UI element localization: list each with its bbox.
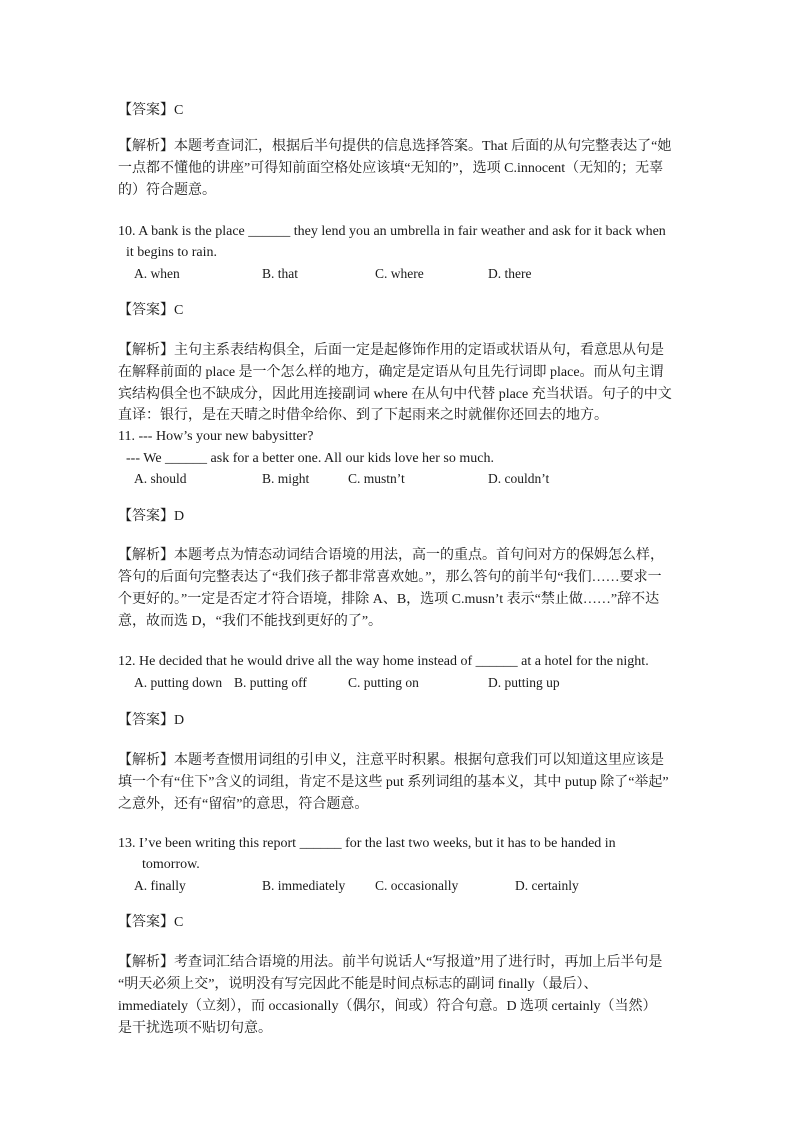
- question-10-stem-line-2: it begins to rain.: [126, 245, 217, 260]
- question-12-option-d: D. putting up: [488, 675, 560, 690]
- explanation-10-line-4: 直译：银行，是在天晴之时借伞给你、到了下起雨来之时就催你还回去的地方。: [118, 408, 608, 423]
- explanation-13-line-3: immediately（立刻），而 occasionally（偶尔，间或）符合句意。D 选项 certainly（当然）: [118, 999, 657, 1014]
- question-11-option-b: B. might: [262, 471, 310, 486]
- explanation-12-line-2: 填一个有“住下”含义的词组，肯定不是这些 put 系列词组的基本义，其中 putup 除了“举起”: [118, 775, 669, 790]
- question-11-stem-line-1: 11. --- How’s your new babysitter?: [118, 429, 314, 444]
- explanation-11-line-2: 答句的后面句完整表达了“我们孩子都非常喜欢她。”，那么答句的前半句“我们……要求一: [118, 570, 662, 585]
- question-10-stem-line-1: 10. A bank is the place ______ they lend you an umbrella in fair weather and ask for it back when: [118, 224, 666, 239]
- question-13-option-d: D. certainly: [515, 878, 579, 893]
- question-11-option-a: A. should: [134, 471, 187, 486]
- question-11-stem-line-2: --- We ______ ask for a better one. All our kids love her so much.: [126, 451, 494, 466]
- explanation-10-line-2: 在解释前面的 place 是一个怎么样的地方，确定是定语从句且先行词即 place。而从句主谓: [118, 365, 664, 380]
- question-10-option-b: B. that: [262, 266, 298, 281]
- answer-9: 【答案】C: [118, 103, 184, 118]
- answer-11: 【答案】D: [118, 509, 185, 524]
- explanation-12-line-3: 之意外，还有“留宿”的意思，符合题意。: [118, 797, 369, 812]
- question-10-option-d: D. there: [488, 266, 532, 281]
- question-10-option-c: C. where: [375, 266, 424, 281]
- answer-12: 【答案】D: [118, 713, 185, 728]
- question-13-option-b: B. immediately: [262, 878, 346, 893]
- question-12-option-b: B. putting off: [234, 675, 307, 690]
- explanation-9-line-1: 【解析】本题考查词汇，根据后半句提供的信息选择答案。That 后面的从句完整表达了“她: [118, 139, 672, 154]
- explanation-9-line-3: 的）符合题意。: [118, 183, 216, 198]
- explanation-10-line-1: 【解析】主句主系表结构俱全，后面一定是起修饰作用的定语或状语从句，看意思从句是: [118, 343, 664, 358]
- explanation-11-line-1: 【解析】本题考点为情态动词结合语境的用法，高一的重点。首句问对方的保姆怎么样，: [118, 548, 664, 563]
- explanation-12-line-1: 【解析】本题考查惯用词组的引申义，注意平时积累。根据句意我们可以知道这里应该是: [118, 753, 664, 768]
- question-10-option-a: A. when: [134, 266, 180, 281]
- explanation-9-line-2: 一点都不懂他的讲座”可得知前面空格处应该填“无知的”，选项 C.innocent（无知的；无辜: [118, 161, 664, 176]
- explanation-11-line-4: 意，故而选 D，“我们不能找到更好的了”。: [118, 614, 383, 629]
- explanation-13-line-2: “明天必须上交”，说明没有写完因此不能是时间点标志的副词 finally（最后）、: [118, 977, 598, 992]
- question-13-stem-line-2: tomorrow.: [142, 857, 200, 872]
- question-12-stem-line-1: 12. He decided that he would drive all the way home instead of ______ at a hotel for the night.: [118, 654, 649, 669]
- question-12-option-a: A. putting down: [134, 675, 223, 690]
- answer-13: 【答案】C: [118, 915, 184, 930]
- question-13-option-c: C. occasionally: [375, 878, 459, 893]
- question-11-option-c: C. mustn’t: [348, 471, 405, 486]
- explanation-13-line-1: 【解析】考查词汇结合语境的用法。前半句说话人“写报道”用了进行时，再加上后半句是: [118, 955, 663, 970]
- question-11-option-d: D. couldn’t: [488, 471, 550, 486]
- explanation-11-line-3: 个更好的。”一定是否定才符合语境，排除 A、B，选项 C.musn’t 表示“禁止做……”辞不达: [118, 592, 660, 607]
- question-13-option-a: A. finally: [134, 878, 186, 893]
- explanation-13-line-4: 是干扰选项不贴切句意。: [118, 1021, 272, 1036]
- question-13-stem-line-1: 13. I’ve been writing this report ______ for the last two weeks, but it has to be handed in: [118, 836, 616, 851]
- question-12-option-c: C. putting on: [348, 675, 419, 690]
- answer-10: 【答案】C: [118, 303, 184, 318]
- explanation-10-line-3: 宾结构俱全也不缺成分，因此用连接副词 where 在从句中代替 place 充当状语。句子的中文: [118, 387, 672, 402]
